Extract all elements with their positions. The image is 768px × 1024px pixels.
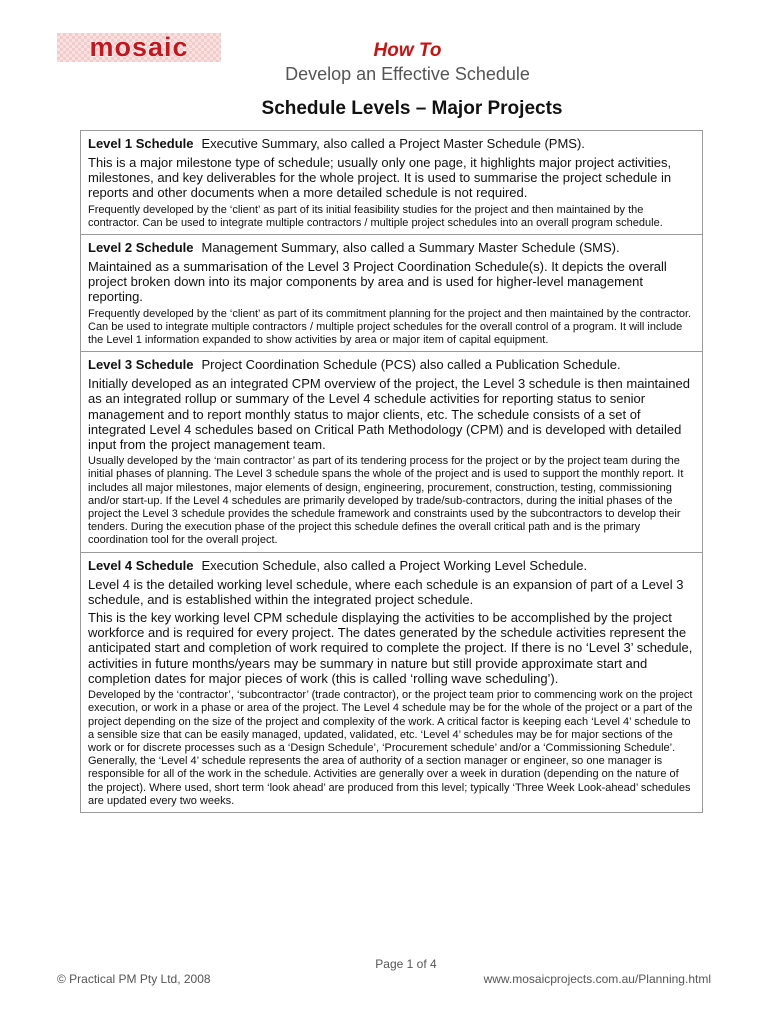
footer-url: www.mosaicprojects.com.au/Planning.html (483, 972, 711, 986)
level-3-name: Level 3 Schedule (88, 357, 194, 373)
level-4-heading (88, 558, 693, 574)
page-number: Page 1 of 4 (375, 957, 437, 971)
level-2-description: Maintained as a summarisation of the Level 3 Project Coordination Schedule(s). It depicts the overall project broken down into its major components by area and is used for higher-level management reporting. (88, 259, 667, 305)
level-4-description-2: This is the key working level CPM schedule displaying the activities to be accomplished by the project workforce and is required for every project. The dates generated by the schedule activities represent the anticipated start and completion of work required to complete the project. If there is no ‘Level 3’ schedule, activities in future months/years may be summary in nature but still provide approximate start and completion dates for major pieces of work (this is called ‘rolling wave scheduling’). (88, 610, 693, 686)
level-3-note: Usually developed by the ‘main contractor’ as part of its tendering process for the project or by the project team during the initial phases of planning. The Level 3 schedule spans the whole of the project and is used to support the monthly report. It includes all major milestones, major elements of design, engineering, procurement, construction, testing, commissioning and/or start-up. If the Level 4 schedules are primarily developed by trade/sub-contractors, during the initial phases of the project the Level 3 schedule provides the schedule framework and constraints used by the subcontractors to develop their tenders. During the execution phase of the project this schedule defines the overall critical path and is the primary coordination tool for the overall project. (88, 455, 684, 547)
level-2-summary: Management Summary, also called a Summary Master Schedule (SMS). (201, 240, 620, 256)
level-3-summary: Project Coordination Schedule (PCS) also called a Publication Schedule. (201, 357, 621, 373)
level-1-description: This is a major milestone type of schedule; usually only one page, it highlights major project activities, milestones, and key deliverables for the whole project. It is used to summarise the project schedule in reports and other documents when a more detailed schedule is not required. (88, 155, 672, 201)
level-2-heading (88, 240, 693, 256)
level-4-name: Level 4 Schedule (88, 557, 194, 573)
document-subtitle: Develop an Effective Schedule (285, 64, 530, 84)
how-to-heading: How To (373, 40, 442, 61)
level-3-cell (81, 352, 702, 552)
level-1-name: Level 1 Schedule (88, 136, 194, 151)
level-1-note: Frequently developed by the ‘client’ as part of its initial feasibility studies for the project and then maintained by the contractor. Can be used to integrate multiple contractors / multiple project schedules into an overall program schedule. (88, 203, 663, 229)
level-3-heading (88, 357, 693, 373)
level-4-summary: Execution Schedule, also called a Project Working Level Schedule. (201, 557, 588, 573)
level-4-description-1: Level 4 is the detailed working level schedule, where each schedule is an expansion of part of a Level 3 schedule, and is established within the integrated project schedule. (88, 576, 684, 607)
level-3-description: Initially developed as an integrated CPM overview of the project, the Level 3 schedule is then maintained as an integrated rollup or summary of the Level 4 schedule activities for reporting status to senior management and to report monthly status to major clients, etc. The schedule consists of a set of integrated Level 4 schedules based on Critical Path Methodology (CPM) and is developed with detailed input from the project management team. (88, 376, 690, 453)
level-2-cell (81, 235, 702, 352)
level-2-note: Frequently developed by the ‘client’ as part of its commitment planning for the project and then maintained by the contractor. Can be used to integrate multiple contractors / multiple project schedules for the overall control of a program. It will include the Level 1 information expanded to show activities by area or major item of capital equipment. (88, 307, 692, 347)
copyright-notice: © Practical PM Pty Ltd, 2008 (57, 972, 211, 986)
level-1-summary: Executive Summary, also called a Project Master Schedule (PMS). (201, 136, 585, 151)
level-4-note: Developed by the ‘contractor’, ‘subcontractor’ (trade contractor), or the project team prior to commencing work on the project execution, or work in a phase or area of the project. The Level 4 schedule may be for the whole of the project or a part of the project depending on the size of the project and complexity of the work. A critical factor is keeping each ‘Level 4’ schedule to a sensible size that can be easily managed, updated, validated, etc. ‘Level 4’ schedules may be for major sections of the work or for discrete processes such as a ‘Design Schedule’, ‘Procurement schedule’ and/or a ‘Commissioning Schedule’. Generally, the ‘Level 4’ schedule represents the area of authority of a section manager or engineer, so one manager is responsible for all of the work in the schedule. Activities are generally over a week in duration (depending on the nature of the project). Where used, short term ‘look ahead’ are produced from this level; typically ‘Three Week Look-ahead’ schedules are updated every two weeks. (88, 689, 693, 807)
level-2-name: Level 2 Schedule (88, 240, 194, 256)
level-1-heading (88, 136, 693, 152)
level-4-cell (81, 553, 702, 812)
page-title: Schedule Levels – Major Projects (261, 98, 563, 119)
schedule-levels-table (80, 130, 703, 813)
svg-text:mosaic: mosaic (89, 33, 189, 62)
level-1-cell (81, 131, 702, 235)
